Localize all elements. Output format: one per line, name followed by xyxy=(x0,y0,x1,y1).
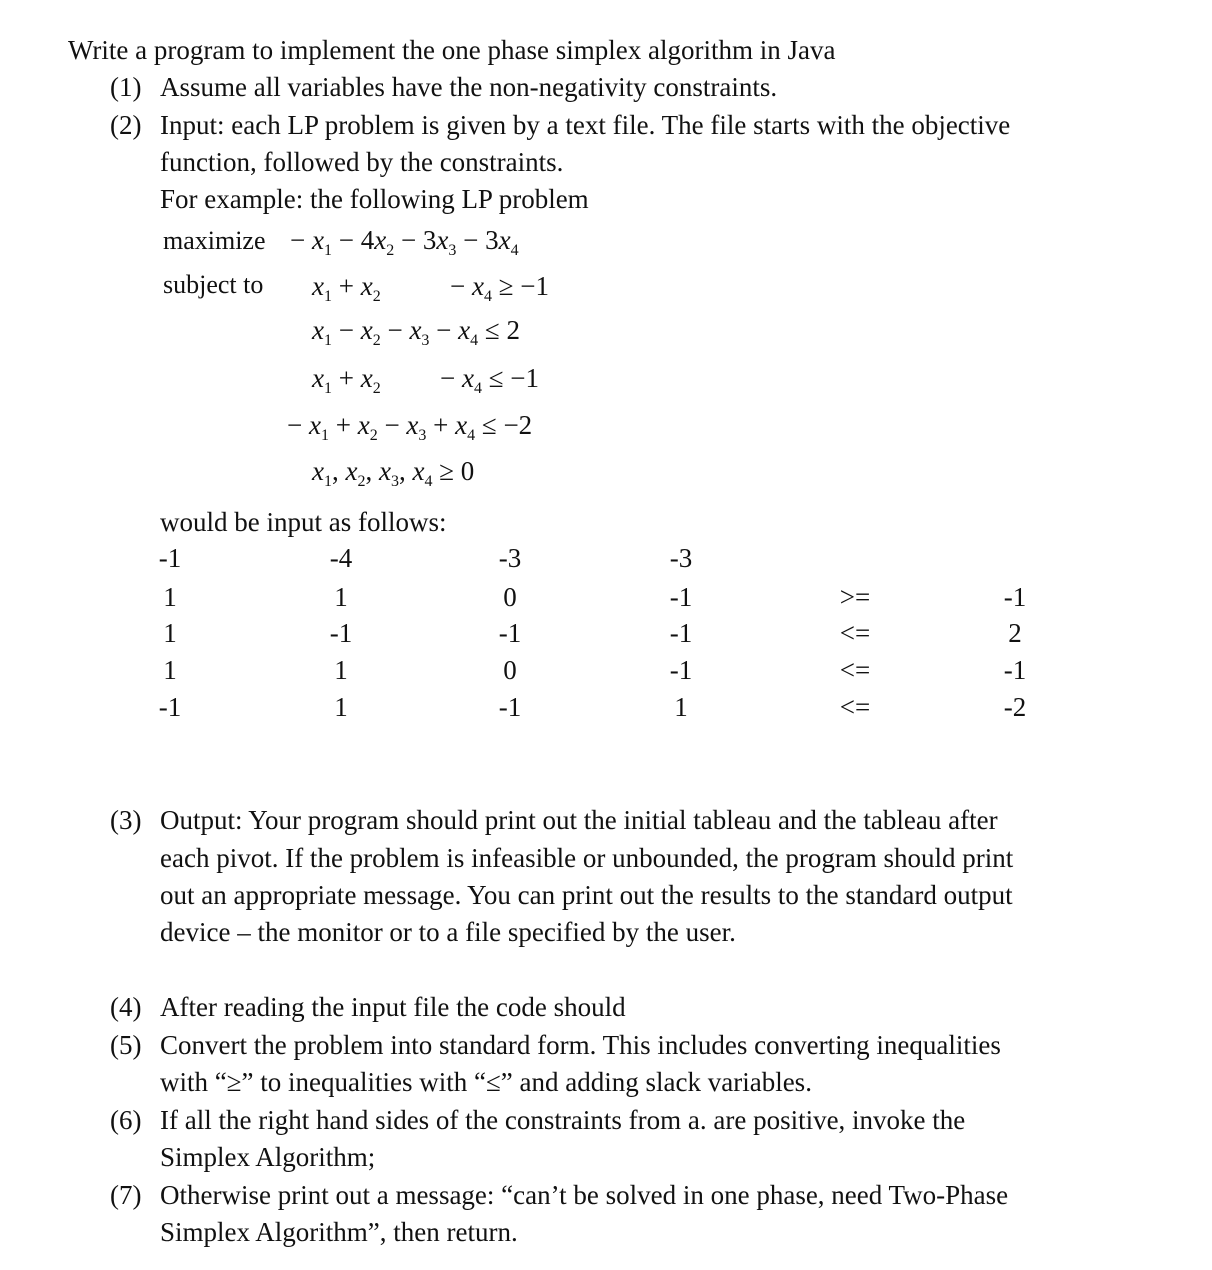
item-5-number: (5) xyxy=(110,1030,142,1060)
table-cell: 1 xyxy=(334,582,348,612)
table-cell: 1 xyxy=(334,655,348,685)
maximize-label: maximize xyxy=(163,226,266,255)
table-cell: <= xyxy=(839,692,871,722)
constraint-4: − $x_1 + x_2 - x_3 + x_4 \le -2$ xyxy=(287,410,533,444)
item-6-line-2: Simplex Algorithm; xyxy=(160,1142,376,1172)
table-cell: 1 xyxy=(163,582,177,612)
table-cell: -1 xyxy=(669,655,693,685)
table-cell: -4 xyxy=(329,543,353,573)
table-cell: <= xyxy=(839,655,871,685)
table-cell: -1 xyxy=(498,618,522,648)
table-cell: -1 xyxy=(158,692,182,722)
table-cell: <= xyxy=(839,618,871,648)
table-cell: -1 xyxy=(158,543,182,573)
item-5-line-1: Convert the problem into standard form. This includes converting inequalities xyxy=(160,1030,1001,1060)
table-cell: 1 xyxy=(163,618,177,648)
table-cell: -1 xyxy=(329,618,353,648)
item-6-number: (6) xyxy=(110,1105,142,1135)
item-2-number: (2) xyxy=(110,110,142,140)
table-cell: 1 xyxy=(163,655,177,685)
item-2-line-1: Input: each LP problem is given by a text file. The file starts with the objective xyxy=(160,110,1011,140)
item-6-line-1: If all the right hand sides of the constraints from a. are positive, invoke the xyxy=(160,1105,966,1135)
item-2-line-3: For example: the following LP problem xyxy=(160,184,589,214)
item-4-number: (4) xyxy=(110,992,142,1022)
item-1-number: (1) xyxy=(110,72,142,102)
item-3-line-4: device – the monitor or to a file specified by the user. xyxy=(160,917,736,947)
table-cell: >= xyxy=(839,582,871,612)
input-label: would be input as follows: xyxy=(160,507,447,537)
item-1-text: Assume all variables have the non-negativity constraints. xyxy=(160,72,778,102)
table-cell: -1 xyxy=(1003,655,1027,685)
constraint-3-lhs: $x_1 + x_2$ xyxy=(312,363,381,397)
table-cell: -2 xyxy=(1003,692,1027,722)
table-cell: 0 xyxy=(503,655,517,685)
table-cell: 2 xyxy=(1008,618,1022,648)
table-cell: -1 xyxy=(1003,582,1027,612)
constraint-1-rhs: − $x_4 \ge -1$ xyxy=(450,271,550,305)
item-7-number: (7) xyxy=(110,1180,142,1210)
item-3-line-3: out an appropriate message. You can print out the results to the standard output xyxy=(160,880,1013,910)
table-cell: -1 xyxy=(498,692,522,722)
item-4-text: After reading the input file the code should xyxy=(160,992,626,1022)
table-cell: -1 xyxy=(669,582,693,612)
table-cell: -3 xyxy=(669,543,693,573)
subject-to-label: subject to xyxy=(163,270,264,299)
constraint-2: $x_1 - x_2 - x_3 - x_4 \le 2$ xyxy=(312,315,520,349)
page-title: Write a program to implement the one phase simplex algorithm in Java xyxy=(68,35,836,65)
item-2-line-2: function, followed by the constraints. xyxy=(160,147,564,177)
objective-function: − $x_1 - 4x_2 - 3x_3 - 3x_4$ xyxy=(290,225,519,259)
item-5-line-2: with “≥” to inequalities with “≤” and adding slack variables. xyxy=(160,1067,812,1097)
item-7-line-1: Otherwise print out a message: “can’t be solved in one phase, need Two-Phase xyxy=(160,1180,1009,1210)
item-3-number: (3) xyxy=(110,805,142,835)
item-3-line-1: Output: Your program should print out the initial tableau and the tableau after xyxy=(160,805,998,835)
item-3-line-2: each pivot. If the problem is infeasible or unbounded, the program should print xyxy=(160,843,1014,873)
table-cell: -3 xyxy=(498,543,522,573)
table-cell: 1 xyxy=(334,692,348,722)
constraint-1-lhs: $x_1 + x_2$ xyxy=(312,271,381,305)
item-7-line-2: Simplex Algorithm”, then return. xyxy=(160,1217,518,1247)
table-cell: -1 xyxy=(669,618,693,648)
constraint-3-rhs: − $x_4 \le -1$ xyxy=(440,363,540,397)
table-cell: 0 xyxy=(503,582,517,612)
nonnegativity-constraint: $x_1$, $x_2$, $x_3$, $x_4 \ge 0$ xyxy=(312,456,475,490)
table-cell: 1 xyxy=(674,692,688,722)
